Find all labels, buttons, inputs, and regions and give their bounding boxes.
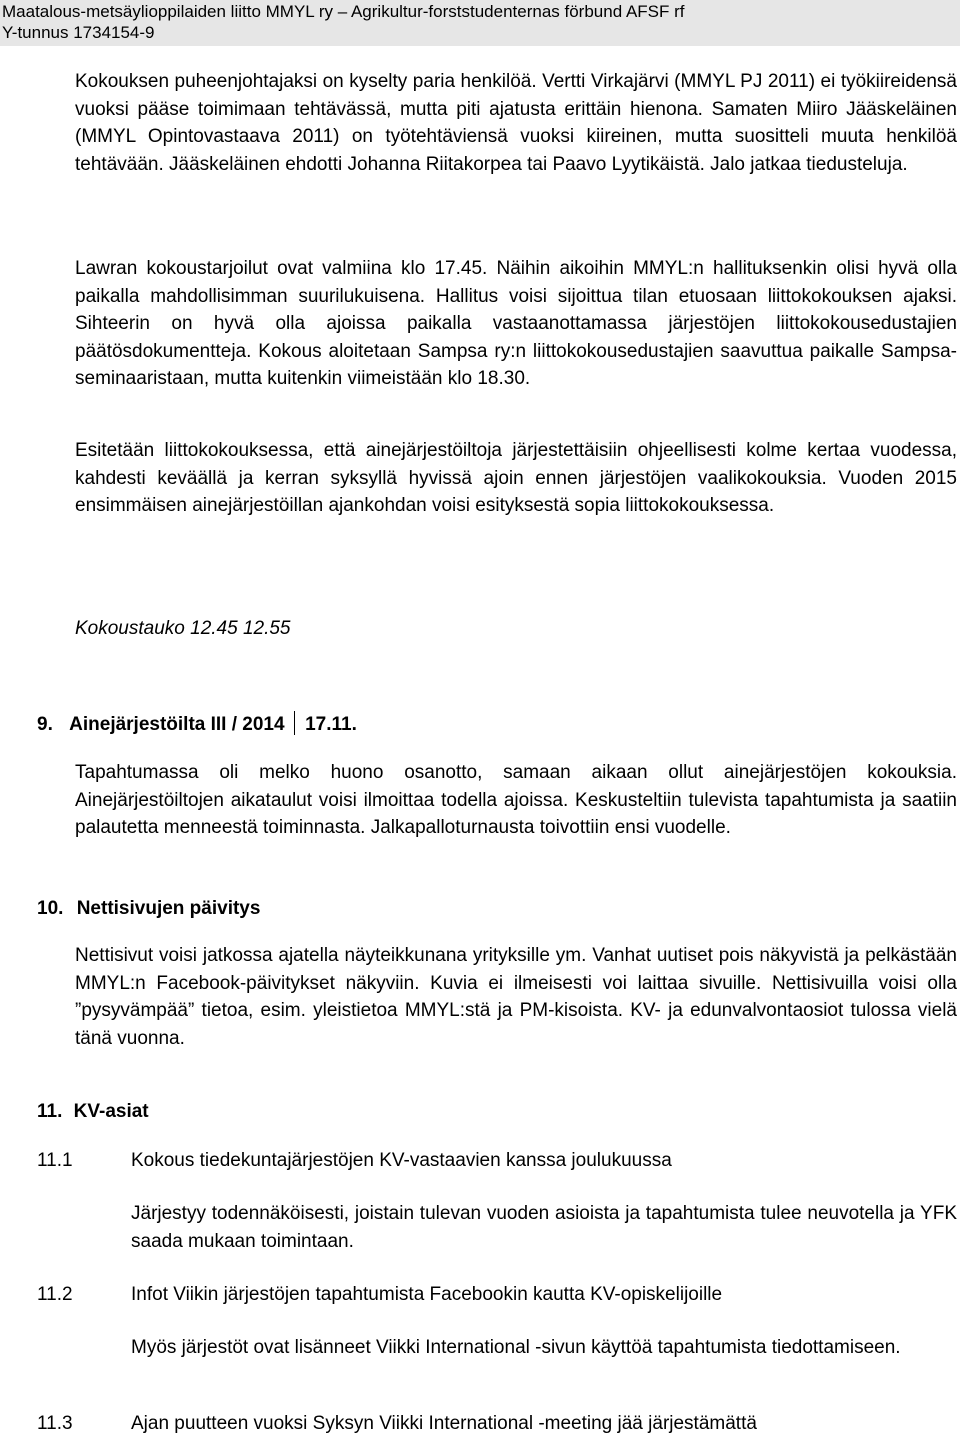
subsection-title: Kokous tiedekuntajärjestöjen KV-vastaavien kanssa joulukuussa bbox=[131, 1150, 672, 1171]
section-9-date: 17.11. bbox=[305, 714, 357, 735]
subsection-number: 11.2 bbox=[37, 1284, 73, 1305]
section-10-title: Nettisivujen päivitys bbox=[76, 898, 261, 919]
subsection-number: 11.3 bbox=[37, 1413, 73, 1434]
section-9-number: 9. bbox=[37, 714, 53, 735]
section-11-title: KV-asiat bbox=[73, 1101, 149, 1122]
section-9-body: Tapahtumassa oli melko huono osanotto, samaan aikaan ollut ainejärjestöjen kokouksia. Ainejärjestöiltojen aikataulut voisi ilmoittaa todella ajoissa. Keskusteltiin tulevista tapahtumista ja saatiin palautetta menneestä toiminnasta. Jalkapalloturnausta toivottiin ensi vuodelle. bbox=[75, 762, 957, 838]
subsection-title: Ajan puutteen vuoksi Syksyn Viikki International -meeting jää järjestämättä bbox=[131, 1413, 757, 1434]
section-9-title: Ainejärjestöilta III / 2014 bbox=[69, 714, 285, 735]
subsection-number: 11.1 bbox=[37, 1150, 73, 1171]
business-id: Y-tunnus 1734154-9 bbox=[2, 23, 155, 42]
section-9-heading bbox=[37, 711, 357, 738]
heading-separator bbox=[294, 711, 296, 735]
section-10-heading bbox=[37, 896, 260, 922]
section-11-number: 11. bbox=[37, 1101, 63, 1122]
section-10-number: 10. bbox=[37, 898, 64, 919]
section-10-body: Nettisivut voisi jatkossa ajatella näyteikkunana yrityksille ym. Vanhat uutiset pois näkyvistä ja pelkästään MMYL:n Facebook-päivitykset näkyviin. Kuvia ei ilmeisesti voi laittaa sivuille. Nettisivuilla voisi olla ”pysyvämpää” tietoa, esim. yleistietoa MMYL:stä ja PM-kisoista. KV- ja edunvalvontaosiot tulossa vielä tänä vuonna. bbox=[75, 945, 957, 1049]
subsection-11-2-body: Myös järjestöt ovat lisänneet Viikki International -sivun käyttöä tapahtumista tiedottamiseen. bbox=[131, 1337, 901, 1358]
section-11-heading bbox=[37, 1099, 149, 1125]
paragraph-catering: Lawran kokoustarjoilut ovat valmiina klo 17.45. Näihin aikoihin MMYL:n hallituksenkin olisi hyvä olla paikalla mahdollisimman suurilukuisena. Hallitus voisi sijoittua tilan etuosaan liittokokouksen ajaksi. Sihteerin on hyvä olla ajoissa paikalla vastaanottamassa järjestöjen liittokokousedustajien päätösdokumentteja. Kokous aloitetaan Sampsa ry:n liittokokousedustajien saavuttua paikalle Sampsa-seminaaristaan, mutta kuitenkin viimeistään klo 18.30. bbox=[75, 258, 957, 389]
paragraph-subject-evenings: Esitetään liittokokouksessa, että ainejärjestöiltoja järjestettäisiin ohjeellisesti kolme kertaa vuodessa, kahdesti keväällä ja kerran syksyllä hyvissä ajoin ennen järjestöjen vaalikokouksia. Vuoden 2015 ensimmäisen ainejärjestöillan ajankohdan voisi esityksestä sopia liittokokouksessa. bbox=[75, 440, 957, 516]
organization-name: Maatalous-metsäylioppilaiden liitto MMYL ry – Agrikultur-forststudenternas förbund AFSF rf bbox=[2, 2, 685, 21]
subsection-title: Infot Viikin järjestöjen tapahtumista Facebookin kautta KV-opiskelijoille bbox=[131, 1284, 723, 1305]
paragraph-chair-search: Kokouksen puheenjohtajaksi on kyselty paria henkilöä. Vertti Virkajärvi (MMYL PJ 2011) ei työkiireidensä vuoksi pääse toimimaan tehtävässä, mutta piti ajatusta erittäin hienona. Samaten Miiro Jääskeläinen (MMYL Opintovastaava 2011) on työtehtäviensä vuoksi kiireinen, mutta suositteli muuta henkilöä tehtävään. Jääskeläinen ehdotti Johanna Riitakorpea tai Paavo Lyytikäistä. Jalo jatkaa tiedusteluja. bbox=[75, 71, 957, 175]
subsection-11-1-body: Järjestyy todennäköisesti, joistain tulevan vuoden asioista ja tapahtumista tulee neuvotella ja YFK saada mukaan toimintaan. bbox=[131, 1203, 957, 1252]
document-header bbox=[0, 0, 960, 46]
meeting-break-note: Kokoustauko 12.45 12.55 bbox=[75, 618, 291, 639]
